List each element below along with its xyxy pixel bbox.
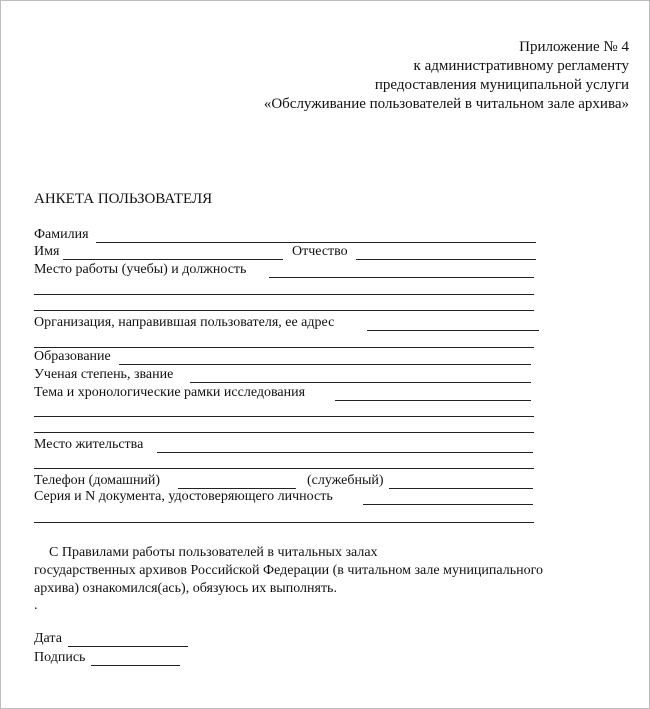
organization-label: Организация, направившая пользователя, ее адрес [34, 315, 335, 330]
patronymic-field[interactable] [356, 259, 536, 260]
document-field-line-2[interactable] [34, 522, 534, 523]
document-field[interactable] [363, 504, 533, 505]
signature-field[interactable] [91, 665, 180, 666]
organization-field[interactable] [367, 330, 539, 331]
workplace-field[interactable] [269, 277, 534, 278]
rules-statement-line-1: С Правилами работы пользователей в читальных залах [49, 545, 378, 560]
signature-label: Подпись [34, 650, 86, 665]
surname-field[interactable] [96, 242, 536, 243]
workplace-field-line-3[interactable] [34, 310, 534, 311]
research-topic-label: Тема и хронологические рамки исследования [34, 385, 306, 400]
phone-home-label: Телефон (домашний) [34, 473, 161, 488]
appendix-service-name: «Обслуживание пользователей в читальном зале архива» [263, 96, 629, 112]
residence-field[interactable] [157, 452, 533, 453]
residence-field-line-2[interactable] [34, 468, 534, 469]
date-field[interactable] [68, 646, 188, 647]
rules-statement-line-3: архива) ознакомился(ась), обязуюсь их выполнять. [34, 581, 337, 596]
patronymic-label: Отчество [292, 244, 348, 259]
phone-work-field[interactable] [389, 488, 533, 489]
name-field[interactable] [63, 259, 283, 260]
organization-field-line-2[interactable] [34, 347, 534, 348]
workplace-field-line-2[interactable] [34, 294, 534, 295]
research-topic-field-line-2[interactable] [34, 416, 534, 417]
education-field[interactable] [119, 364, 531, 365]
date-label: Дата [34, 631, 62, 646]
appendix-number: Приложение № 4 [519, 39, 629, 55]
research-topic-field-line-3[interactable] [34, 432, 534, 433]
degree-field[interactable] [190, 382, 531, 383]
stray-dot: . [34, 598, 38, 613]
form-title: АНКЕТА ПОЛЬЗОВАТЕЛЯ [34, 191, 213, 207]
rules-statement-line-2: государственных архивов Российской Федерации (в читальном зале муниципального [34, 563, 544, 578]
appendix-header [264, 38, 629, 114]
appendix-reference: к административному регламенту [413, 58, 629, 74]
research-topic-field[interactable] [335, 400, 531, 401]
education-label: Образование [34, 349, 111, 364]
surname-label: Фамилия [34, 227, 89, 242]
rules-statement [34, 544, 639, 598]
appendix-service: предоставления муниципальной услуги [374, 77, 629, 93]
degree-label: Ученая степень, звание [34, 367, 174, 382]
phone-work-label: (служебный) [307, 473, 384, 488]
workplace-label: Место работы (учебы) и должность [34, 262, 247, 277]
document-label: Серия и N документа, удостоверяющего личность [34, 489, 333, 504]
name-label: Имя [34, 244, 60, 259]
residence-label: Место жительства [34, 437, 144, 452]
